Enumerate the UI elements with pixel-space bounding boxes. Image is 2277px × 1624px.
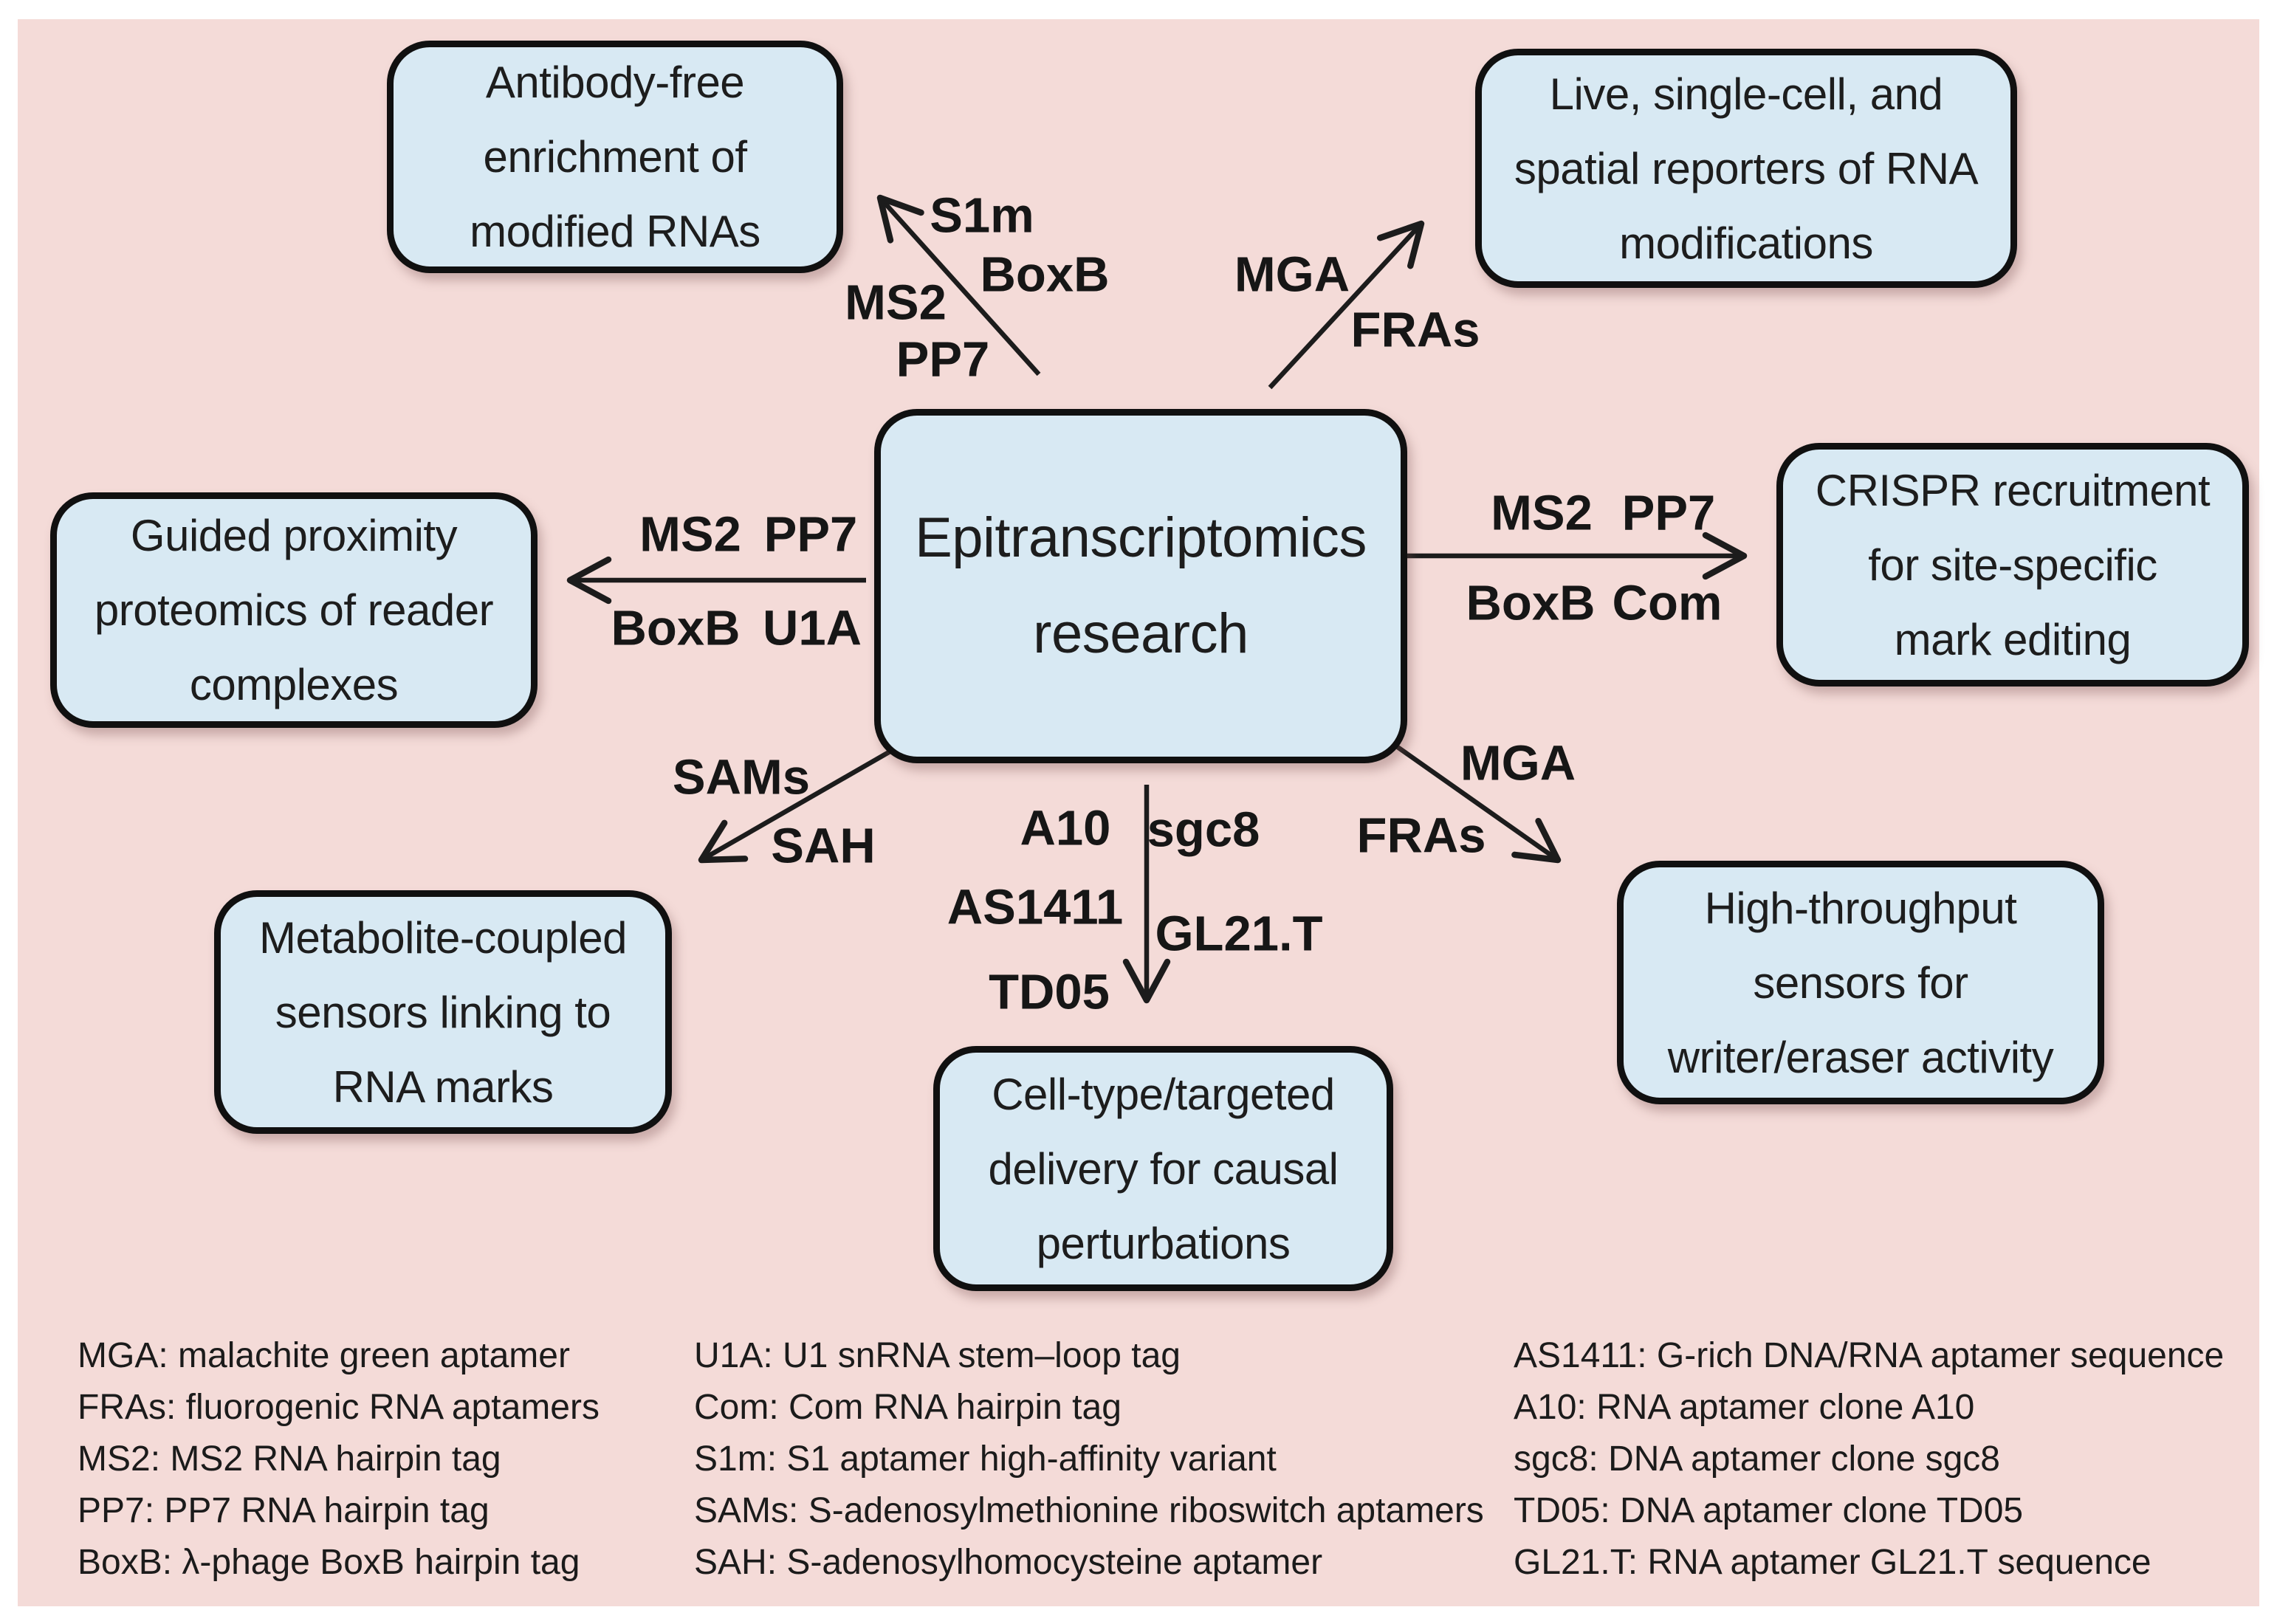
legend-column-2: [694, 1330, 1484, 1589]
node-text: Antibody-free: [485, 58, 745, 107]
node-high-throughput-sensors: [1617, 861, 2104, 1104]
legend-entry-gl21t: GL21.T: RNA aptamer GL21.T sequence: [1514, 1543, 2151, 1582]
arrow-label-sams: SAMs: [672, 749, 811, 805]
arrow-label-fras: FRAs: [1356, 808, 1486, 864]
node-text: enrichment of: [483, 132, 747, 182]
legend-entry-as1411: AS1411: G-rich DNA/RNA aptamer sequence: [1514, 1336, 2225, 1375]
node-text: Metabolite-coupled: [259, 912, 627, 963]
node-text: modifications: [1619, 218, 1873, 268]
node-text: writer/eraser activity: [1667, 1032, 2054, 1082]
node-antibody-free-enrichment: [387, 41, 843, 273]
arrow-label-boxb: BoxB: [611, 600, 741, 656]
node-text: Guided proximity: [130, 511, 458, 560]
legend-entry-u1a: U1A: U1 snRNA stem–loop tag: [694, 1336, 1181, 1375]
arrow-label-sgc8: sgc8: [1147, 802, 1260, 858]
node-epitranscriptomics-research: [874, 409, 1407, 763]
node-text: CRISPR recruitment: [1815, 465, 2211, 515]
legend-entry-mga: MGA: malachite green aptamer: [78, 1336, 570, 1375]
legend-entry-s1m: S1m: S1 aptamer high-affinity variant: [694, 1439, 1277, 1479]
arrow-label-pp7: PP7: [1621, 485, 1716, 541]
legend-entry-fras: FRAs: fluorogenic RNA aptamers: [78, 1388, 600, 1427]
node-text: proteomics of reader: [94, 585, 494, 635]
arrow-label-mga: MGA: [1460, 735, 1576, 791]
legend-entry-pp7: PP7: PP7 RNA hairpin tag: [78, 1491, 490, 1530]
legend-entry-com: Com: Com RNA hairpin tag: [694, 1388, 1122, 1427]
arrow-label-fras: FRAs: [1350, 302, 1480, 358]
arrow-label-gl21t: GL21.T: [1155, 906, 1323, 962]
arrow-label-s1m: S1m: [930, 187, 1034, 244]
arrow-label-boxb: BoxB: [1466, 575, 1596, 631]
node-text: Epitranscriptomics: [915, 506, 1367, 569]
node-crispr-recruitment: [1776, 443, 2249, 687]
arrow-label-com: Com: [1612, 575, 1723, 631]
node-text: delivery for causal: [988, 1143, 1339, 1194]
node-metabolite-coupled-sensors: [214, 890, 672, 1134]
arrow-label-pp7: PP7: [763, 506, 858, 562]
arrow-label-ms2: MS2: [1491, 485, 1593, 541]
node-text: for site-specific: [1868, 540, 2157, 590]
legend-entry-sgc8: sgc8: DNA aptamer clone sgc8: [1514, 1439, 2000, 1479]
node-live-single-cell-reporters: [1475, 49, 2017, 288]
node-text: RNA marks: [332, 1062, 554, 1112]
arrow-label-ms2: MS2: [845, 275, 947, 331]
arrow-label-pp7: PP7: [896, 331, 990, 388]
arrow-label-as1411: AS1411: [947, 879, 1124, 935]
legend-entry-boxb: BoxB: λ-phage BoxB hairpin tag: [78, 1543, 580, 1582]
node-text: modified RNAs: [470, 207, 760, 256]
node-text: sensors for: [1753, 957, 1968, 1008]
legend-entry-ms2: MS2: MS2 RNA hairpin tag: [78, 1439, 501, 1479]
arrow-label-ms2: MS2: [639, 506, 741, 562]
legend-entry-td05: TD05: DNA aptamer clone TD05: [1514, 1491, 2024, 1530]
node-text: Live, single-cell, and: [1549, 69, 1943, 119]
node-text: mark editing: [1894, 614, 2132, 664]
arrow-label-boxb: BoxB: [980, 247, 1110, 303]
arrow-label-mga: MGA: [1234, 247, 1350, 303]
arrow-label-td05: TD05: [989, 964, 1110, 1020]
node-text: spatial reporters of RNA: [1514, 143, 1979, 193]
node-text: High-throughput: [1704, 883, 2017, 933]
arrow-label-a10: A10: [1020, 800, 1111, 856]
arrow-label-sah: SAH: [771, 818, 876, 874]
legend-column-3: [1514, 1330, 2224, 1589]
node-text: complexes: [189, 660, 399, 709]
node-guided-proximity-proteomics: [50, 492, 538, 728]
legend-entry-sams: SAMs: S-adenosylmethionine riboswitch aptamers: [694, 1491, 1484, 1530]
node-text: research: [1033, 602, 1249, 665]
legend-entry-a10: A10: RNA aptamer clone A10: [1514, 1388, 1975, 1427]
legend-column-1: [78, 1330, 600, 1589]
node-cell-type-targeted-delivery: [933, 1046, 1393, 1291]
node-text: perturbations: [1036, 1218, 1291, 1268]
node-text: Cell-type/targeted: [992, 1069, 1335, 1119]
arrow-label-u1a: U1A: [762, 600, 862, 656]
node-text: sensors linking to: [275, 987, 611, 1037]
legend-entry-sah: SAH: S-adenosylhomocysteine aptamer: [694, 1543, 1323, 1582]
